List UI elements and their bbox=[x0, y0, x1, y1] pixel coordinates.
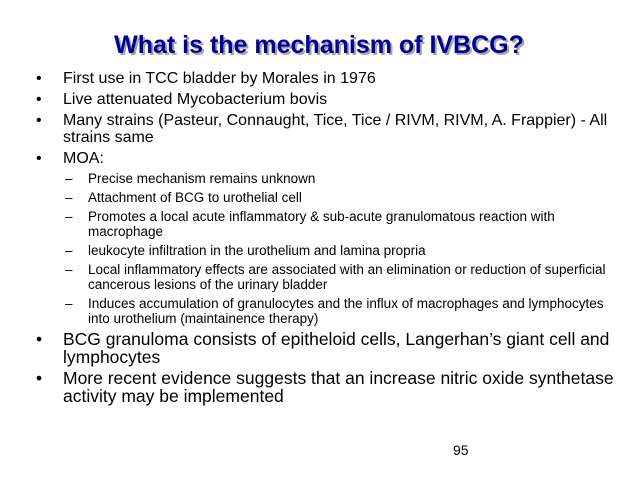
bullet-text: MOA: bbox=[63, 150, 104, 167]
sub-bullet-item bbox=[36, 209, 616, 239]
bullet-text: First use in TCC bladder by Morales in 1976 bbox=[63, 70, 376, 87]
page-number: 95 bbox=[453, 442, 469, 458]
dash-icon: – bbox=[65, 296, 73, 311]
bullet-item bbox=[36, 369, 616, 405]
sub-bullet-list bbox=[36, 171, 616, 326]
bullet-icon: • bbox=[36, 329, 43, 349]
bullet-item bbox=[36, 150, 616, 167]
dash-icon: – bbox=[65, 171, 73, 186]
bullet-item bbox=[36, 112, 616, 146]
bullet-item bbox=[36, 70, 616, 87]
bullet-icon: • bbox=[36, 70, 42, 87]
dash-icon: – bbox=[65, 209, 73, 224]
sub-bullet-text: leukocyte infiltration in the urothelium and lamina propria bbox=[88, 243, 426, 258]
bullet-text: More recent evidence suggests that an increase nitric oxide synthetase activity may be implemented bbox=[63, 368, 614, 406]
bullet-list bbox=[36, 70, 616, 408]
dash-icon: – bbox=[65, 262, 73, 277]
sub-bullet-text: Precise mechanism remains unknown bbox=[88, 171, 316, 186]
sub-bullet-text: Promotes a local acute inflammatory & sub-acute granulomatous reaction with macrophage bbox=[88, 209, 555, 239]
sub-bullet-text: Local inflammatory effects are associated with an elimination or reduction of superficial cancerous lesions of the urinary bladder bbox=[88, 262, 606, 292]
bullet-text: Live attenuated Mycobacterium bovis bbox=[63, 91, 328, 108]
sub-bullet-item bbox=[36, 190, 616, 205]
sub-bullet-item bbox=[36, 262, 616, 292]
bullet-icon: • bbox=[36, 112, 42, 129]
bullet-item bbox=[36, 91, 616, 108]
bullet-icon: • bbox=[36, 368, 43, 388]
sub-bullet-item bbox=[36, 171, 616, 186]
dash-icon: – bbox=[65, 243, 73, 258]
sub-bullet-item bbox=[36, 296, 616, 326]
bullet-text: BCG granuloma consists of epitheloid cells, Langerhan’s giant cell and lymphocytes bbox=[63, 329, 610, 367]
bullet-item bbox=[36, 330, 616, 366]
bullet-icon: • bbox=[36, 91, 42, 108]
sub-bullet-text: Induces accumulation of granulocytes and the influx of macrophages and lymphocytes into urothelium (maintainence therapy) bbox=[88, 296, 604, 326]
dash-icon: – bbox=[65, 190, 73, 205]
sub-bullet-item bbox=[36, 243, 616, 258]
bullet-icon: • bbox=[36, 150, 42, 167]
slide-title: What is the mechanism of IVBCG? bbox=[114, 31, 524, 59]
sub-bullet-text: Attachment of BCG to urothelial cell bbox=[88, 190, 302, 205]
bullet-text: Many strains (Pasteur, Connaught, Tice, Tice / RIVM, RIVM, A. Frappier) - All strains same bbox=[63, 112, 608, 146]
